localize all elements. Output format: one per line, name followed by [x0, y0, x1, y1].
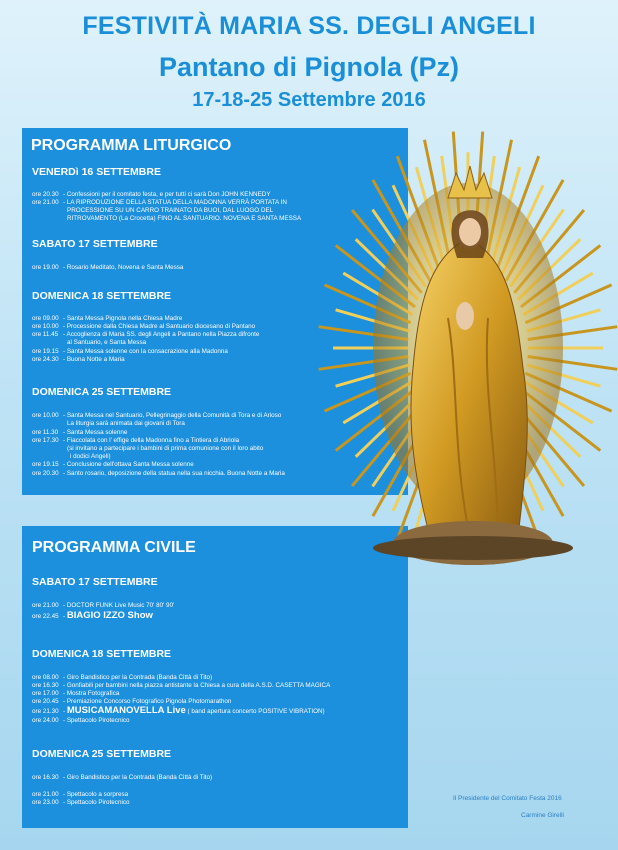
liturgical-program-title: PROGRAMMA LITURGICO	[31, 137, 232, 154]
event-text: - Premiazione Concorso Fotografico Pignola Photomarathon	[63, 698, 232, 705]
event-text: - Santo rosario, deposizione della statua nella sua nicchia. Buona Notte a Maria	[63, 470, 285, 477]
event-text: -	[63, 708, 67, 715]
event-time: ore 09.00	[32, 315, 59, 322]
event-line	[32, 412, 281, 420]
signature-role: Il Presidente del Comitato Festa 2016	[453, 795, 562, 802]
event-time: ore 19.15	[32, 348, 59, 355]
event-highlight: MUSICAMANOVELLA Live	[66, 705, 186, 716]
event-text: - Giro Bandistico per la Contrada (Banda Città di Tito)	[63, 674, 213, 681]
day-heading: SABATO 17 SETTEMBRE	[32, 576, 158, 588]
event-text: - Spettacolo Pirotecnico	[63, 799, 130, 806]
event-time: ore 24.00	[32, 717, 59, 724]
event-text: - LA RIPRODUZIONE DELLA STATUA DELLA MADONNA VERRÀ PORTATA IN	[63, 199, 287, 206]
event-time: ore 23.00	[32, 799, 59, 806]
event-continuation: i dodici Angeli)	[70, 453, 111, 460]
event-highlight: BIAGIO IZZO Show	[66, 610, 153, 621]
event-time: ore 11.30	[32, 429, 59, 436]
day-heading: DOMENICA 25 SETTEMBRE	[32, 748, 172, 760]
event-time: ore 10.00	[32, 412, 59, 419]
event-line	[32, 264, 183, 272]
civil-program-title: PROGRAMMA CIVILE	[32, 539, 196, 556]
event-time: ore 11.45	[32, 331, 59, 338]
event-text: - Spettacolo Pirotecnico	[63, 717, 130, 724]
event-time: ore 19.15	[32, 461, 59, 468]
event-text: - Processione dalla Chiesa Madre al Santuario diocesano di Pantano	[63, 323, 256, 330]
event-text: - Gonfiabili per bambini nella piazza antistante la Chiesa a cura della A.S.D. CASETTA MAGICA	[63, 682, 331, 689]
event-text: - Mostra Fotografica	[63, 690, 120, 697]
event-line	[32, 315, 182, 323]
event-time: ore 16.30	[32, 774, 59, 781]
event-line	[32, 437, 239, 445]
event-line	[32, 323, 255, 331]
event-line	[32, 348, 228, 356]
event-line	[32, 199, 287, 207]
event-continuation: al Santuario, e Santa Messa	[67, 339, 147, 346]
event-time: ore 21.00	[32, 602, 59, 609]
event-line	[32, 602, 174, 610]
event-time: ore 20.30	[32, 470, 59, 477]
event-continuation: PROCESSIONE SU UN CARRO TRAINATO DA BUOI, DAL LUOGO DEL	[67, 207, 274, 214]
event-text: - Santa Messa solenne	[63, 429, 128, 436]
event-line	[32, 470, 285, 478]
event-text: - Spettacolo a sorpresa	[63, 791, 129, 798]
event-line	[32, 707, 325, 716]
event-text: - Buona Notte a Maria	[63, 356, 125, 363]
event-text: - Santa Messa nel Santuario, Pellegrinaggio della Comunità di Tora e di Arioso	[63, 412, 282, 419]
event-line	[32, 612, 153, 621]
event-time: ore 17.00	[32, 690, 59, 697]
signature-name: Carmine Girelli	[521, 812, 564, 819]
event-text: - Rosario Meditato, Novena e Santa Messa	[63, 264, 184, 271]
event-continuation: (si invitano a partecipare i bambini di prima comunione con il loro abito	[67, 445, 264, 452]
event-text: - Santa Messa solenne con la consacrazione alla Madonna	[63, 348, 228, 355]
event-time: ore 16.30	[32, 682, 59, 689]
event-text: - Santa Messa Pignola nella Chiesa Madre	[63, 315, 183, 322]
event-text: - Fiaccolata con l' effige della Madonna fino a Tintiera di Abriola	[63, 437, 240, 444]
dates-subtitle: 17-18-25 Settembre 2016	[192, 89, 426, 111]
event-line	[32, 717, 130, 725]
event-line	[32, 191, 271, 199]
event-time: ore 21.30	[32, 708, 59, 715]
event-time: ore 10.00	[32, 323, 59, 330]
event-text: - DOCTOR FUNK Live Music 70' 80' 90'	[63, 602, 175, 609]
event-text: - Accoglienza di Maria SS. degli Angeli a Pantano nella Piazza difronte	[63, 331, 260, 338]
event-time: ore 22.45	[32, 613, 59, 620]
event-time: ore 08.00	[32, 674, 59, 681]
event-line	[32, 774, 212, 782]
event-text: - Confessioni per il comitato festa, e per tutti ci sarà Don JOHN KENNEDY	[63, 191, 271, 198]
event-time: ore 21.00	[32, 791, 59, 798]
place-subtitle: Pantano di Pignola (Pz)	[158, 52, 459, 82]
day-heading: VENERDì 16 SETTEMBRE	[32, 166, 161, 178]
event-line	[32, 674, 212, 682]
event-time: ore 20.45	[32, 698, 59, 705]
day-heading: DOMENICA 25 SETTEMBRE	[32, 386, 172, 398]
event-note: ( band apertura concerto POSITIVE VIBRATION)	[185, 708, 325, 715]
event-line	[32, 429, 127, 437]
event-line	[32, 356, 125, 364]
event-continuation: RITROVAMENTO (La Crocetta) FINO AL SANTUARIO. NOVENA E SANTA MESSA	[67, 215, 302, 222]
event-line	[32, 331, 259, 339]
event-time: ore 20.30	[32, 191, 59, 198]
event-line	[32, 682, 330, 690]
event-line	[32, 461, 194, 469]
event-text: - Giro Bandistico per la Contrada (Banda Città di Tito)	[63, 774, 213, 781]
event-time: ore 17.30	[32, 437, 59, 444]
event-line	[32, 791, 128, 799]
day-heading: DOMENICA 18 SETTEMBRE	[32, 648, 172, 660]
event-continuation: La liturgia sarà animata dai giovani di Tora	[67, 420, 185, 427]
page-title: FESTIVITÀ MARIA SS. DEGLI ANGELI	[82, 12, 536, 40]
event-text: -	[63, 613, 67, 620]
madonna-statue-image	[318, 118, 618, 573]
event-time: ore 19.00	[32, 264, 59, 271]
event-line	[32, 690, 119, 698]
day-heading: DOMENICA 18 SETTEMBRE	[32, 290, 172, 302]
event-text: - Conclusione dell'ottava Santa Messa solenne	[63, 461, 194, 468]
event-time: ore 21.00	[32, 199, 59, 206]
day-heading: SABATO 17 SETTEMBRE	[32, 238, 158, 250]
event-line	[32, 799, 130, 807]
event-time: ore 24.30	[32, 356, 59, 363]
